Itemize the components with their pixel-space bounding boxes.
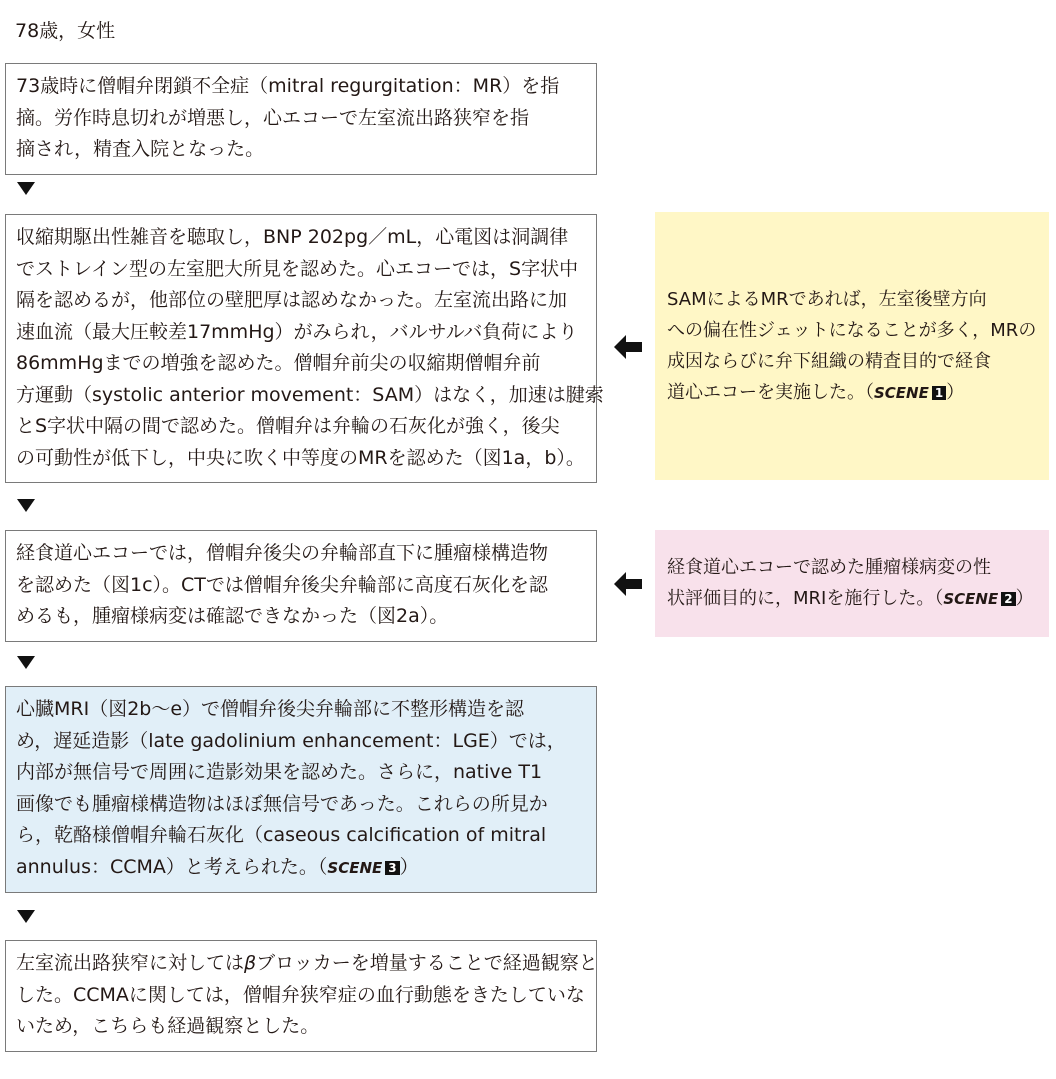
scene-label: SCENE (874, 383, 929, 402)
down-triangle-icon (17, 910, 35, 923)
mri-line-1: 心臓MRI（図2b～e）で僧帽弁後尖弁輪部に不整形構造を認 (16, 698, 525, 720)
scene1-note (655, 212, 1049, 480)
mri-line-5: ら，乾酪様僧帽弁輪石灰化（caseous calcification of mitral (16, 824, 547, 846)
patient-info: 78歳，女性 (15, 20, 116, 42)
scene2-line-2 (667, 583, 1039, 615)
scene1-line-4-text: 道心エコーを実施した。（ (667, 381, 874, 403)
scene-number-badge: 1 (932, 386, 946, 400)
echo-line-6: 方運動（systolic anterior movement：SAM）はなく，加速は腱索 (16, 383, 604, 406)
echo-line-7: とS字状中隔の間で認めた。僧帽弁は弁輪の石灰化が強く，後尖 (16, 415, 560, 437)
scene1-line-2: への偏在性ジェットになることが多く，MRの (667, 319, 1037, 341)
tee-line-3: めるも，腫瘤様病変は確認できなかった（図2a）。 (16, 605, 449, 627)
mri-line-6-text: annulus：CCMA）と考えられた。（ (16, 855, 328, 878)
down-triangle-icon (17, 499, 35, 512)
history-line-2: 摘。労作時息切れが増悪し，心エコーで左室流出路狭窄を指 (16, 106, 530, 129)
echo-line-8: の可動性が低下し，中央に吹く中等度のMRを認めた（図1a，b）。 (16, 446, 585, 469)
treatment-line-3: いため，こちらも経過観察とした。 (16, 1015, 320, 1037)
scene1-line-3: 成因ならびに弁下組織の精査目的で経食 (667, 350, 991, 372)
echo-line-2: でストレイン型の左室肥大所見を認めた。心エコーでは，S字状中 (16, 257, 579, 280)
history-box (5, 63, 597, 175)
scene1-line-1: SAMによるMRであれば，左室後壁方向 (667, 288, 987, 310)
mri-line-6 (16, 852, 586, 885)
echo-line-5: 86mmHgまでの増強を認めた。僧帽弁前尖の収縮期僧帽弁前 (16, 352, 541, 374)
scene2-note (655, 530, 1049, 637)
down-triangle-icon (17, 182, 35, 195)
treatment-line-1-text: 左室流出路狭窄に対しては (16, 952, 245, 974)
left-arrow-icon (614, 335, 642, 359)
echo-findings-box (5, 214, 604, 483)
tee-line-1: 経食道心エコーでは，僧帽弁後尖の弁輪部直下に腫瘤様構造物 (16, 542, 549, 564)
left-arrow-icon (614, 572, 642, 596)
scene2-line-2-text: 状評価目的に，MRIを施行した。（ (667, 588, 944, 609)
down-triangle-icon (17, 656, 35, 669)
tee-findings-box (5, 530, 597, 642)
scene-number-badge: 2 (1001, 592, 1015, 606)
scene-close-paren: ） (1015, 588, 1034, 609)
echo-line-4: 速血流（最大圧較差17mmHg）がみられ，バルサルバ負荷により (16, 320, 578, 343)
history-line-1: 73歳時に僧帽弁閉鎖不全症（mitral regurgitation：MR）を指 (16, 75, 560, 97)
treatment-box (5, 940, 597, 1052)
scene-number-badge: 3 (385, 861, 399, 875)
scene-close-paren: ） (946, 381, 965, 403)
treatment-line-1-rest: ブロッカーを増量することで経過観察と (256, 952, 598, 974)
treatment-line-1 (16, 948, 598, 980)
treatment-line-2: した。CCMAに関しては，僧帽弁狭窄症の血行動態をきたしていな (16, 983, 585, 1006)
mri-line-4: 画像でも腫瘤様構造物はほぼ無信号であった。これらの所見か (16, 792, 548, 815)
scene2-line-1: 経食道心エコーで認めた腫瘤様病変の性 (667, 557, 991, 578)
mri-line-2: め，遅延造影（late gadolinium enhancement：LGE）では， (16, 729, 566, 752)
tee-line-2: を認めた（図1c）。CTでは僧帽弁後尖弁輪部に高度石灰化を認 (16, 573, 548, 596)
echo-line-3: 隔を認めるが，他部位の壁肥厚は認めなかった。左室流出路に加 (16, 289, 568, 311)
beta-symbol: β (244, 952, 257, 974)
history-line-3: 摘され，精査入院となった。 (16, 138, 265, 160)
scene1-line-4 (667, 377, 1039, 409)
mri-findings-box (5, 686, 597, 893)
mri-line-3: 内部が無信号で周囲に造影効果を認めた。さらに，native T1 (16, 761, 543, 783)
scene-label: SCENE (327, 858, 383, 877)
echo-line-1: 収縮期駆出性雑音を聴取し，BNP 202pg／mL，心電図は洞調律 (16, 226, 569, 248)
scene-close-paren: ） (399, 855, 419, 878)
scene-label: SCENE (943, 590, 999, 608)
